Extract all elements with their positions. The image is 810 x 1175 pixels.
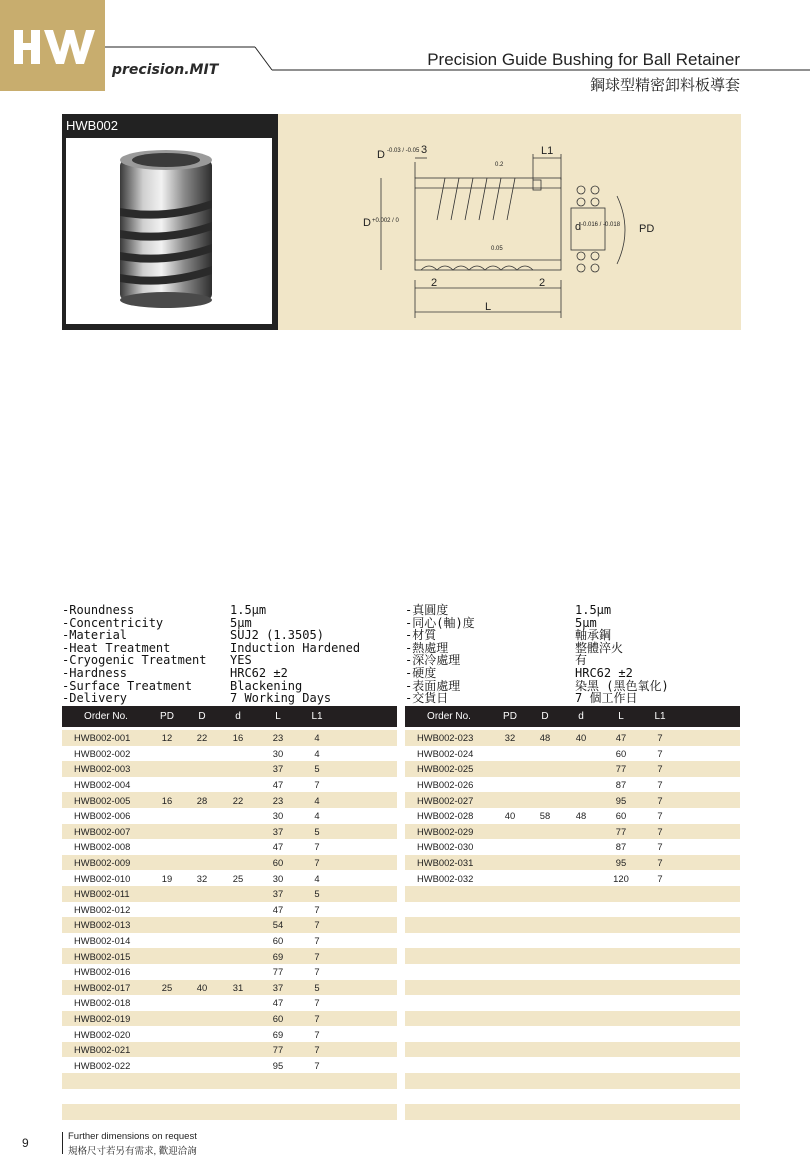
table-cell: 7: [314, 779, 320, 791]
table-row: [405, 948, 740, 964]
brand-name: precision.MIT: [112, 62, 219, 78]
table-row: [405, 777, 740, 793]
table-cell: HWB002-002: [74, 747, 131, 759]
table-cell: 4: [314, 872, 320, 884]
table-cell: 37: [272, 825, 284, 837]
table-row: [62, 1073, 397, 1089]
table-cell: HWB002-025: [417, 763, 474, 775]
spec-row: -深冷處理 有: [405, 653, 588, 668]
table-cell: 5: [314, 825, 320, 837]
table-cell: 47: [615, 732, 627, 744]
table-cell: 7: [314, 1059, 320, 1071]
table-row: [62, 730, 397, 746]
drawing-flatness-02: 0.2: [495, 162, 504, 168]
table-cell: 30: [272, 747, 284, 759]
table-cell: 7: [657, 747, 663, 759]
table-cell: HWB002-030: [417, 841, 474, 853]
spec-row: -Heat Treatment Induction Hardened: [62, 640, 361, 655]
table-cell: 30: [272, 810, 284, 822]
table-row: [405, 808, 740, 824]
table-cell: 7: [314, 903, 320, 915]
table-cell: 37: [272, 888, 284, 900]
table-cell: HWB002-005: [74, 794, 131, 806]
technical-drawing: [355, 140, 675, 325]
table-cell: 77: [615, 763, 627, 775]
table-cell: 47: [272, 841, 284, 853]
page-subtitle: 鋼球型精密卸料板導套: [589, 77, 740, 94]
table-cell: 54: [272, 919, 284, 931]
specs-english: [62, 604, 360, 705]
table-cell: HWB002-022: [74, 1059, 131, 1071]
table-row: [405, 1073, 740, 1089]
spec-row: -真圓度 1.5µm: [405, 603, 612, 617]
table-row: [405, 792, 740, 808]
dimension-table-left: [62, 706, 397, 1135]
table-row: [62, 792, 397, 808]
table-row: [405, 964, 740, 980]
table-row: [62, 995, 397, 1011]
table-row: [405, 824, 740, 840]
drawing-D-fit: +0.002 / 0: [372, 218, 399, 224]
table-cell: HWB002-004: [74, 779, 131, 791]
specs-chinese: [405, 604, 669, 705]
table-cell: 22: [196, 732, 208, 744]
table-cell: HWB002-013: [74, 919, 131, 931]
table-cell: 69: [272, 950, 284, 962]
table-cell: 47: [272, 903, 284, 915]
table-row: [62, 917, 397, 933]
table-row: [62, 870, 397, 886]
table-cell: 7: [314, 1012, 320, 1024]
table-cell: HWB002-015: [74, 950, 131, 962]
footer-note-english: Further dimensions on request: [68, 1131, 197, 1142]
spec-row: -交貨日 7 個工作日: [405, 691, 638, 706]
table-row: [62, 824, 397, 840]
table-cell: HWB002-017: [74, 981, 131, 993]
drawing-d-tolerance: -0.016 / -0.018: [581, 222, 621, 228]
table-cell: HWB002-016: [74, 966, 131, 978]
table-cell: 77: [272, 1044, 284, 1056]
table-cell: 37: [272, 981, 284, 993]
table-row: [405, 746, 740, 762]
table-cell: 7: [657, 794, 663, 806]
table-cell: 60: [615, 747, 627, 759]
drawing-flatness-005: 0.05: [491, 246, 503, 252]
table-cell: HWB002-014: [74, 935, 131, 947]
table-cell: HWB002-011: [74, 888, 130, 900]
table-cell: HWB002-007: [74, 825, 131, 837]
table-cell: HWB002-001: [74, 732, 131, 744]
table-row: [62, 1042, 397, 1058]
table-row: [405, 902, 740, 918]
table-cell: 5: [314, 981, 320, 993]
table-cell: HWB002-020: [74, 1028, 131, 1040]
table-cell: 7: [657, 810, 663, 822]
drawing-label-d: d: [575, 221, 582, 233]
spec-row: -Surface Treatment Blackening: [62, 678, 303, 693]
dimension-table-right: [405, 706, 740, 1135]
table-cell: HWB002-027: [417, 794, 474, 806]
table-cell: 47: [272, 997, 284, 1009]
table-row: [62, 886, 397, 902]
table-cell: 22: [232, 794, 244, 806]
table-cell: 12: [161, 732, 173, 744]
table-cell: 40: [196, 981, 208, 993]
table-cell: 31: [232, 981, 244, 993]
table-cell: HWB002-023: [417, 732, 474, 744]
table-cell: 60: [272, 935, 284, 947]
table-cell: 4: [314, 747, 320, 759]
table-cell: 32: [196, 872, 208, 884]
table-cell: HWB002-032: [417, 872, 474, 884]
table-cell: HWB002-029: [417, 825, 474, 837]
table-cell: 87: [615, 779, 627, 791]
spec-row: -Roundness 1.5µm: [62, 603, 267, 617]
table-row: [62, 980, 397, 996]
table-cell: HWB002-009: [74, 857, 131, 869]
table-row: [62, 1089, 397, 1105]
spec-row: -硬度 HRC62 ±2: [405, 665, 633, 680]
spec-row: -Material SUJ2 (1.3505): [62, 628, 324, 643]
table-row: [62, 855, 397, 871]
table-row: [62, 1104, 397, 1120]
drawing-label-L: L: [485, 301, 492, 313]
table-cell: 47: [272, 779, 284, 791]
table-row: [405, 855, 740, 871]
spec-row: -熱處理 整體淬火: [405, 640, 624, 655]
table-cell: 7: [657, 857, 663, 869]
page-number: 9: [22, 1136, 29, 1150]
table-row: [62, 746, 397, 762]
table-cell: 7: [314, 950, 320, 962]
table-cell: 32: [504, 732, 516, 744]
table-cell: 95: [615, 794, 627, 806]
table-row: [405, 761, 740, 777]
table-row: [62, 948, 397, 964]
table-cell: 4: [314, 794, 320, 806]
table-cell: 28: [196, 794, 208, 806]
table-cell: 60: [272, 857, 284, 869]
drawing-dim-2-left: 2: [431, 277, 438, 289]
spec-row: -Delivery 7 Working Days: [62, 691, 332, 706]
table-cell: 95: [615, 857, 627, 869]
table-cell: 7: [657, 732, 663, 744]
table-cell: HWB002-026: [417, 779, 474, 791]
table-cell: 58: [539, 810, 551, 822]
table-cell: HWB002-018: [74, 997, 131, 1009]
table-cell: 87: [615, 841, 627, 853]
table-row: [62, 808, 397, 824]
table-cell: 60: [272, 1012, 284, 1024]
model-label: HWB002: [66, 118, 119, 133]
table-cell: 37: [272, 763, 284, 775]
spec-row: -同心(軸)度 5µm: [405, 615, 597, 630]
drawing-label-D-bore: D: [363, 217, 371, 229]
table-row: [405, 839, 740, 855]
table-row: [62, 777, 397, 793]
table-cell: HWB002-031: [417, 857, 474, 869]
table-row: [62, 761, 397, 777]
table-row: [62, 964, 397, 980]
table-cell: HWB002-012: [74, 903, 131, 915]
table-cell: HWB002-010: [74, 872, 131, 884]
drawing-label-L1: L1: [541, 145, 554, 157]
table-cell: 7: [657, 872, 663, 884]
table-header: Order No. PD D d L L1: [62, 706, 397, 727]
spec-row: -Cryogenic Treatment YES: [62, 653, 252, 668]
table-cell: 7: [314, 857, 320, 869]
table-cell: 7: [314, 966, 320, 978]
table-row: [405, 1026, 740, 1042]
table-cell: 25: [232, 872, 244, 884]
table-cell: HWB002-024: [417, 747, 474, 759]
table-row: [405, 1042, 740, 1058]
table-cell: 16: [232, 732, 244, 744]
table-cell: 77: [615, 825, 627, 837]
table-cell: 7: [314, 841, 320, 853]
drawing-dim-2-right: 2: [539, 277, 546, 289]
table-cell: 120: [613, 872, 629, 884]
table-row: [62, 933, 397, 949]
table-cell: 7: [314, 919, 320, 931]
table-cell: 7: [314, 935, 320, 947]
table-cell: 95: [272, 1059, 284, 1071]
table-cell: 4: [314, 732, 320, 744]
table-cell: 40: [504, 810, 516, 822]
table-cell: 48: [575, 810, 587, 822]
table-cell: HWB002-008: [74, 841, 131, 853]
table-cell: HWB002-028: [417, 810, 474, 822]
drawing-D-tolerance: -0.03 / -0.05: [387, 148, 420, 154]
table-cell: 16: [161, 794, 173, 806]
table-cell: 7: [657, 763, 663, 775]
table-row: [62, 1057, 397, 1073]
drawing-label-D: D: [377, 149, 385, 161]
table-row: [62, 1011, 397, 1027]
table-row: [405, 1057, 740, 1073]
drawing-label-PD: PD: [639, 223, 655, 235]
table-cell: 69: [272, 1028, 284, 1040]
table-cell: HWB002-003: [74, 763, 131, 775]
spec-row: -材質 軸承鋼: [405, 628, 612, 643]
table-cell: 60: [615, 810, 627, 822]
table-row: [405, 1089, 740, 1105]
footer-divider: [62, 1132, 63, 1154]
table-cell: 7: [657, 841, 663, 853]
table-cell: 48: [539, 732, 551, 744]
table-cell: 7: [314, 997, 320, 1009]
table-row: [405, 1104, 740, 1120]
table-row: [405, 870, 740, 886]
table-row: [405, 730, 740, 746]
table-row: [62, 902, 397, 918]
table-row: [62, 1026, 397, 1042]
table-cell: 4: [314, 810, 320, 822]
table-cell: 77: [272, 966, 284, 978]
table-cell: 7: [314, 1044, 320, 1056]
table-cell: 5: [314, 763, 320, 775]
page-title: Precision Guide Bushing for Ball Retainer: [427, 50, 740, 69]
table-row: [405, 886, 740, 902]
table-cell: 7: [657, 779, 663, 791]
table-cell: 23: [272, 794, 284, 806]
table-header: Order No. PD D d L L1: [405, 706, 740, 727]
table-row: [405, 1120, 740, 1136]
spec-row: -Concentricity 5µm: [62, 615, 252, 630]
drawing-dim-3: 3: [421, 144, 428, 156]
table-cell: HWB002-006: [74, 810, 131, 822]
table-cell: 5: [314, 888, 320, 900]
product-photo: [66, 138, 272, 324]
table-cell: 19: [161, 872, 173, 884]
table-row: [405, 995, 740, 1011]
footer-note-chinese: 規格尺寸若另有需求, 歡迎洽詢: [68, 1146, 197, 1157]
table-row: [405, 917, 740, 933]
table-cell: HWB002-019: [74, 1012, 131, 1024]
table-row: [62, 839, 397, 855]
table-cell: 30: [272, 872, 284, 884]
table-row: [405, 980, 740, 996]
table-cell: 23: [272, 732, 284, 744]
table-row: [405, 1011, 740, 1027]
table-cell: HWB002-021: [74, 1044, 131, 1056]
table-cell: 7: [657, 825, 663, 837]
spec-row: -表面處理 染黑 (黑色氧化): [405, 678, 669, 693]
table-row: [405, 933, 740, 949]
table-cell: 25: [161, 981, 173, 993]
table-cell: 40: [575, 732, 587, 744]
table-cell: 7: [314, 1028, 320, 1040]
spec-row: -Hardness HRC62 ±2: [62, 665, 288, 680]
